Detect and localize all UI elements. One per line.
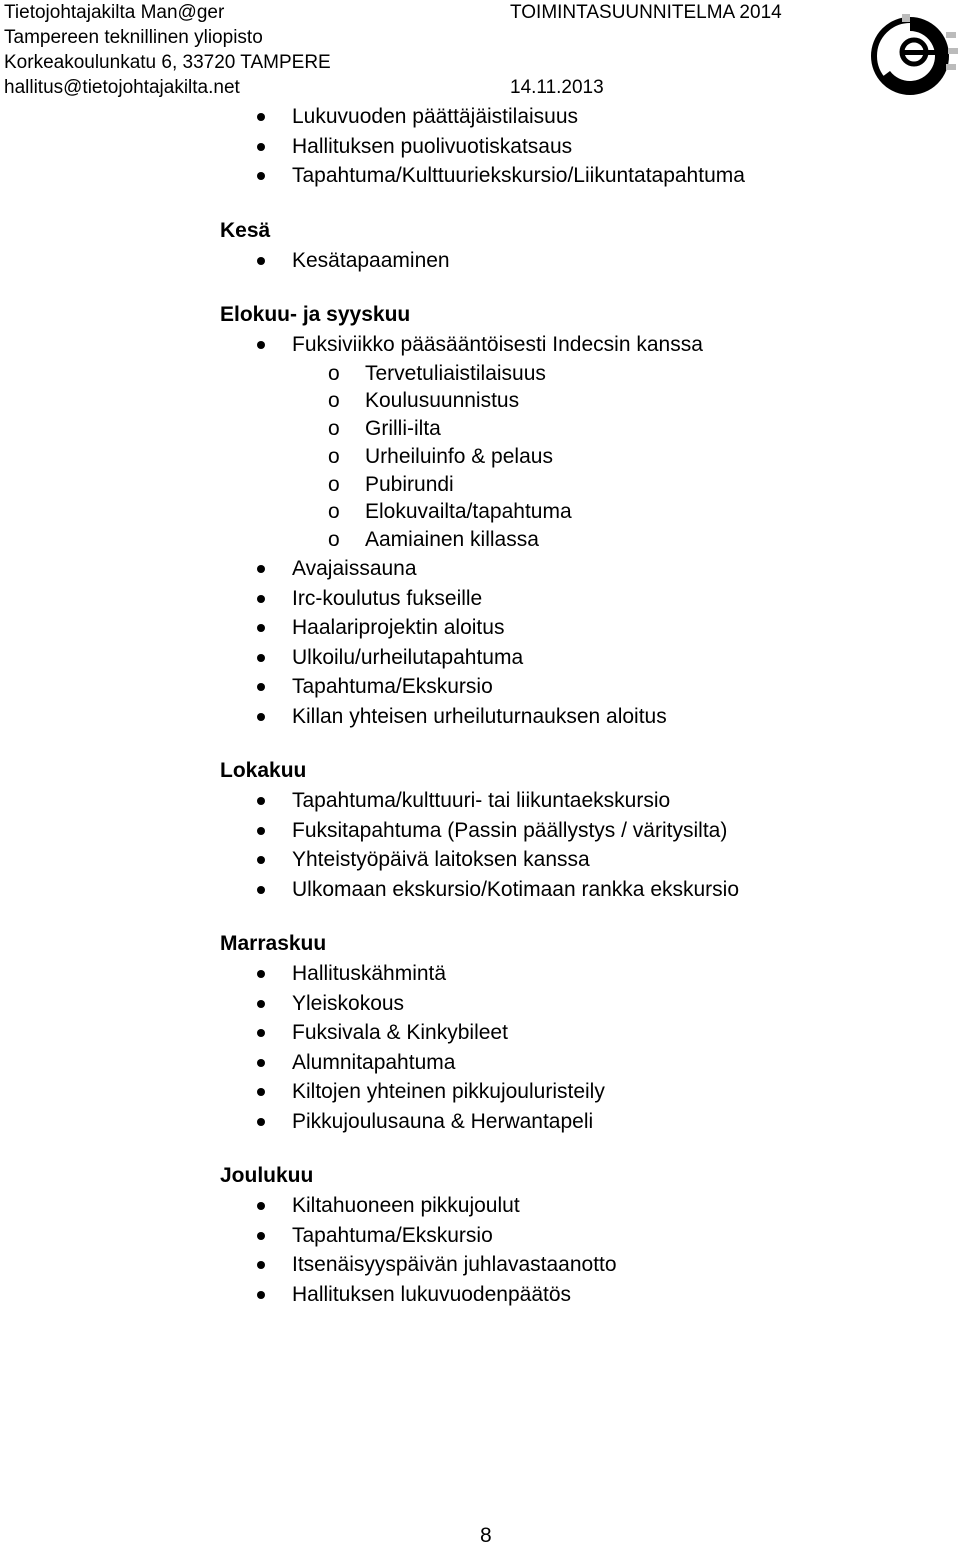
list-item: Ulkoilu/urheilutapahtuma xyxy=(220,643,940,673)
list-item: Tapahtuma/Kulttuuriekskursio/Liikuntatapahtuma xyxy=(220,161,940,191)
sub-bullet-marker: o xyxy=(328,389,340,413)
intro-list xyxy=(220,102,940,191)
sub-list-item: o Elokuvailta/tapahtuma xyxy=(220,498,940,526)
list-item: Yhteistyöpäivä laitoksen kanssa xyxy=(220,845,940,875)
section-title-kesa: Kesä xyxy=(220,218,271,242)
sub-bullet-marker: o xyxy=(328,528,340,552)
sub-bullet-marker: o xyxy=(328,444,340,468)
guild-logo-icon xyxy=(862,12,960,98)
email-address: hallitus@tietojohtajakilta.net xyxy=(4,77,240,98)
fuksiviikko-label: Fuksiviikko pääsääntöisesti Indecsin kanssa xyxy=(292,333,703,356)
list-item: Kiltojen yhteinen pikkujouluristeily xyxy=(220,1077,940,1107)
list-item-fuksiviikko xyxy=(220,330,940,554)
list-item: Hallituskähmintä xyxy=(220,959,940,989)
list-item: Tapahtuma/Ekskursio xyxy=(220,1221,940,1251)
elokuu-list xyxy=(220,330,940,731)
list-item: Kesätapaaminen xyxy=(220,246,940,276)
section-title-joulukuu: Joulukuu xyxy=(220,1164,314,1188)
sub-list-item: o Koulusuunnistus xyxy=(220,387,940,415)
marraskuu-list xyxy=(220,959,940,1136)
sub-bullet-marker: o xyxy=(328,417,340,441)
list-item: Haalariprojektin aloitus xyxy=(220,613,940,643)
page-number: 8 xyxy=(480,1524,492,1547)
section-title-elokuu: Elokuu- ja syyskuu xyxy=(220,303,411,326)
sub-list-item: o Urheiluinfo & pelaus xyxy=(220,443,940,471)
university-name: Tampereen teknillinen yliopisto xyxy=(4,27,263,48)
list-item: Kiltahuoneen pikkujoulut xyxy=(220,1191,940,1221)
list-item: Avajaissauna xyxy=(220,554,940,584)
sub-list-item: o Grilli-ilta xyxy=(220,415,940,443)
section-title-marraskuu: Marraskuu xyxy=(220,932,327,956)
sub-bullet-marker: o xyxy=(328,472,340,496)
fuksiviikko-sublist xyxy=(292,360,940,555)
document-title: TOIMINTASUUNNITELMA 2014 xyxy=(510,2,782,23)
guild-name: Tietojohtajakilta Man@ger xyxy=(4,2,225,23)
list-item: Ulkomaan ekskursio/Kotimaan rankka ekskursio xyxy=(220,875,940,905)
section-title-lokakuu: Lokakuu xyxy=(220,759,307,783)
sub-bullet-marker: o xyxy=(328,500,340,524)
list-item: Fuksivala & Kinkybileet xyxy=(220,1018,940,1048)
list-item: Irc-koulutus fukseille xyxy=(220,584,940,614)
sub-bullet-marker: o xyxy=(328,361,340,385)
list-item: Alumnitapahtuma xyxy=(220,1048,940,1078)
list-item: Tapahtuma/kulttuuri- tai liikuntaekskursio xyxy=(220,786,940,816)
list-item: Itsenäisyyspäivän juhlavastaanotto xyxy=(220,1250,940,1280)
list-item: Hallituksen lukuvuodenpäätös xyxy=(220,1280,940,1310)
list-item: Killan yhteisen urheiluturnauksen aloitus xyxy=(220,702,940,732)
header-address xyxy=(4,0,331,100)
list-item: Lukuvuoden päättäjäistilaisuus xyxy=(220,102,940,132)
joulukuu-list xyxy=(220,1191,940,1309)
kesa-list xyxy=(220,246,940,276)
sub-list-item: o Pubirundi xyxy=(220,471,940,499)
list-item: Tapahtuma/Ekskursio xyxy=(220,672,940,702)
document-date: 14.11.2013 xyxy=(510,77,604,98)
list-item: Hallituksen puolivuotiskatsaus xyxy=(220,132,940,162)
document-body xyxy=(220,102,940,1309)
list-item: Fuksitapahtuma (Passin päällystys / väritysilta) xyxy=(220,816,940,846)
street-address: Korkeakoulunkatu 6, 33720 TAMPERE xyxy=(4,52,331,73)
sub-list-item: o Tervetuliaistilaisuus xyxy=(220,360,940,388)
lokakuu-list xyxy=(220,786,940,904)
list-item: Yleiskokous xyxy=(220,989,940,1019)
sub-list-item: o Aamiainen killassa xyxy=(220,526,940,554)
list-item: Pikkujoulusauna & Herwantapeli xyxy=(220,1107,940,1137)
